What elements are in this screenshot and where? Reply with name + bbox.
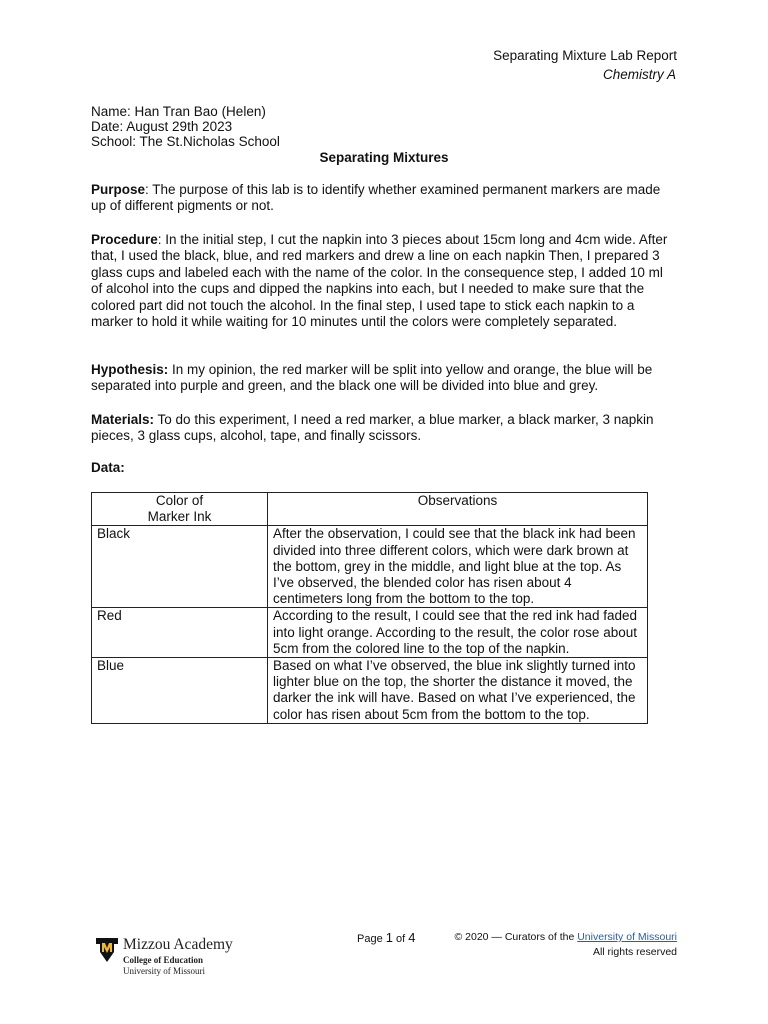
table-header-color: Color of Marker Ink (92, 493, 268, 526)
table-cell-observation: After the observation, I could see that the black ink had been divided into three different colors, which were dark brown at the bottom, grey in the middle, and light blue at the top. As I’ve observed, the blended color has risen about 4 centimeters long from the bottom to the top. (268, 526, 648, 608)
hypothesis-section (91, 362, 677, 395)
logo-wordmark: Mizzou Academy (123, 936, 233, 953)
hypothesis-text: In my opinion, the red marker will be split into yellow and orange, the blue will be separated into purple and green, and the black one will be divided into blue and grey. (91, 362, 653, 394)
copyright-text: © 2020 — Curators of the (454, 931, 578, 943)
school-name: School: The St.Nicholas School (91, 134, 280, 149)
page-indicator: Page 1 of 4 (357, 930, 416, 945)
materials-section (91, 412, 677, 445)
materials-text: To do this experiment, I need a red marker, a blue marker, a black marker, 3 napkin pieces, 3 glass cups, alcohol, tape, and finally scissors. (91, 412, 654, 444)
table-cell-color: Black (92, 526, 268, 608)
university-link[interactable]: University of Missouri (577, 931, 677, 943)
student-info (91, 104, 280, 149)
procedure-text: : In the initial step, I cut the napkin into 3 pieces about 15cm long and 4cm wide. After that, I used the black, blue, and red markers and drew a line on each napkin Then, I prepared 3 glass cups and labeled each with the name of the color. In the consequence step, I added 10 ml of alcohol into the cups and dipped the napkins into each, but I needed to make sure that the colored part did not touch the alcohol. In the final step, I used tape to stick each napkin to a marker to hold it while waiting for 10 minutes until the colors were completely separated. (91, 232, 668, 330)
document-title: Separating Mixtures (319, 150, 449, 165)
logo-college: College of Education (123, 955, 203, 965)
table-header-row (92, 493, 648, 526)
report-header-subtitle: Chemistry A (602, 67, 676, 82)
page-total: 4 (408, 930, 416, 945)
page-number: 1 (385, 930, 393, 945)
rights-text: All rights reserved (592, 946, 677, 958)
table-row (92, 526, 648, 608)
table-header-observations: Observations (268, 493, 648, 526)
purpose-label: Purpose (91, 182, 146, 197)
logo-subtitle (123, 955, 205, 977)
purpose-section (91, 182, 677, 215)
procedure-section (91, 232, 677, 330)
table-cell-color: Blue (92, 658, 268, 724)
data-label: Data: (91, 460, 125, 475)
purpose-text: : The purpose of this lab is to identify whether examined permanent markers are made up of different pigments or not. (91, 182, 661, 214)
procedure-label: Procedure (91, 232, 158, 247)
report-header-title: Separating Mixture Lab Report (493, 48, 677, 63)
table-cell-observation: According to the result, I could see that the red ink had faded into light orange. According to the result, the color rose about 5cm from the colored line to the top of the napkin. (268, 608, 648, 658)
hypothesis-label: Hypothesis: (91, 362, 169, 377)
logo-university: University of Missouri (123, 966, 205, 976)
copyright-notice (455, 930, 678, 960)
table-row (92, 608, 648, 658)
observation-table (91, 492, 648, 724)
table-row (92, 658, 648, 724)
table-cell-color: Red (92, 608, 268, 658)
table-cell-observation: Based on what I’ve observed, the blue ink slightly turned into lighter blue on the top, the shorter the distance it moved, the darker the ink will have. Based on what I’ve experienced, the color has risen about 5cm from the bottom to the top. (268, 658, 648, 724)
data-section (91, 460, 677, 476)
materials-label: Materials: (91, 412, 155, 427)
mizzou-logo-icon (96, 938, 118, 962)
student-name: Name: Han Tran Bao (Helen) (91, 104, 266, 119)
report-date: Date: August 29th 2023 (91, 119, 233, 134)
